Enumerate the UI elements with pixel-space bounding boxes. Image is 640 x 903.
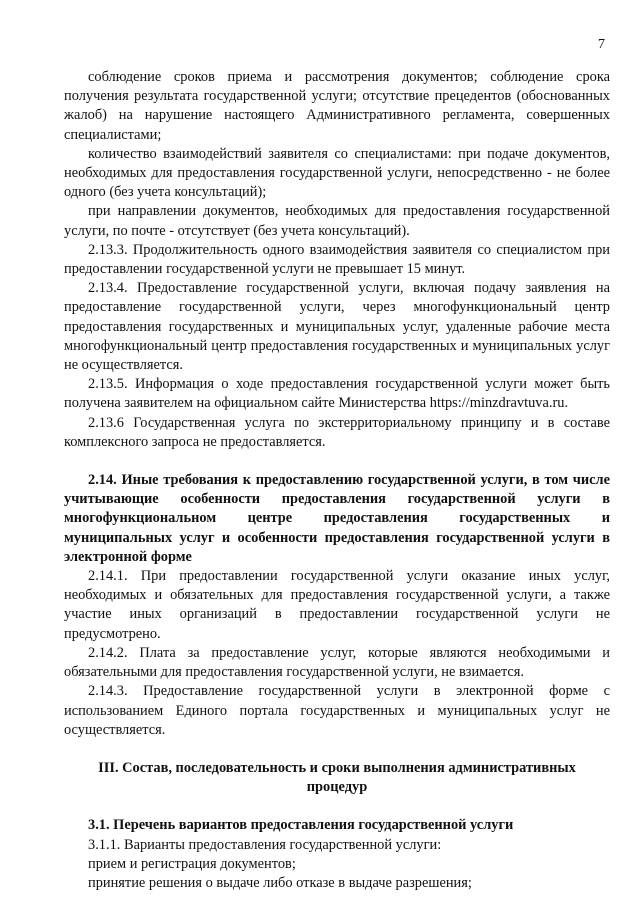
heading-2-14: 2.14. Иные требования к предоставлению государственной услуги, в том числе учитывающие особенности предоставления государственной услуги в многофункциональном центре предоставления государственных и муниципальных услуг и особенности предоставления государственной услуги в электронной форме [64, 472, 610, 565]
page-number: 7 [598, 37, 605, 52]
paragraph-2-14-1: 2.14.1. При предоставлении государственной услуги оказание иных услуг, необходимых и обязательных для предоставления государственной услуги, а также участие иных организаций в предоставлении государственной услуги не предусмотрено. [64, 568, 610, 642]
paragraph-2-13-5: 2.13.5. Информация о ходе предоставления государственной услуги может быть получена заявителем на официальном сайте Министерства https://minzdravtuva.ru. [64, 376, 610, 412]
heading-3-1: 3.1. Перечень вариантов предоставления государственной услуги [88, 817, 514, 834]
paragraph-2-13-3: 2.13.3. Продолжительность одного взаимодействия заявителя со специалистом при предоставлении государственной услуги не превышает 15 минут. [64, 241, 610, 278]
paragraph-interactions-count: количество взаимодействий заявителя со специалистами: при подаче документов, необходимых для предоставления государственной услуги, непосредственно - не более одного (без учета консультаций); [64, 145, 610, 201]
paragraph-3-1-1: 3.1.1. Варианты предоставления государственной услуги: [88, 836, 442, 853]
paragraph-variant-1: прием и регистрация документов; [88, 855, 296, 872]
paragraph-mail-submission: при направлении документов, необходимых для предоставления государственной услуги, по почте - отсутствует (без учета консультаций). [64, 203, 610, 239]
paragraph-variant-2: принятие решения о выдаче либо отказе в выдаче разрешения; [88, 874, 472, 891]
paragraph-2-14-3: 2.14.3. Предоставление государственной услуги в электронной форме с использованием Единого портала государственных и муниципальных услуг не осуществляется. [64, 683, 610, 738]
paragraph-2-13-6: 2.13.6 Государственная услуга по экстерриториальному принципу и в составе комплексного запроса не предоставляется. [64, 414, 610, 450]
paragraph-criteria: соблюдение сроков приема и рассмотрения документов; соблюдение срока получения результата государственной услуги; отсутствие прецедентов (обоснованных жалоб) на нарушение настоящего Административного регламента, совершенных специалистами; [64, 69, 610, 143]
paragraph-2-14-2: 2.14.2. Плата за предоставление услуг, которые являются необходимыми и обязательными для предоставления государственной услуги, не взимается. [64, 644, 610, 681]
paragraph-2-13-4: 2.13.4. Предоставление государственной услуги, включая подачу заявления на предоставление государственной услуги, через многофункциональный центр предоставления государственных и муниципальных услуг, удаленные рабочие места многофункциональный центр предоставления государственных и муниципальных услуг не осуществляется. [64, 280, 610, 374]
section-3-title: III. Состав, последовательность и сроки выполнения административных процедур [98, 759, 576, 796]
document-body [64, 68, 610, 893]
